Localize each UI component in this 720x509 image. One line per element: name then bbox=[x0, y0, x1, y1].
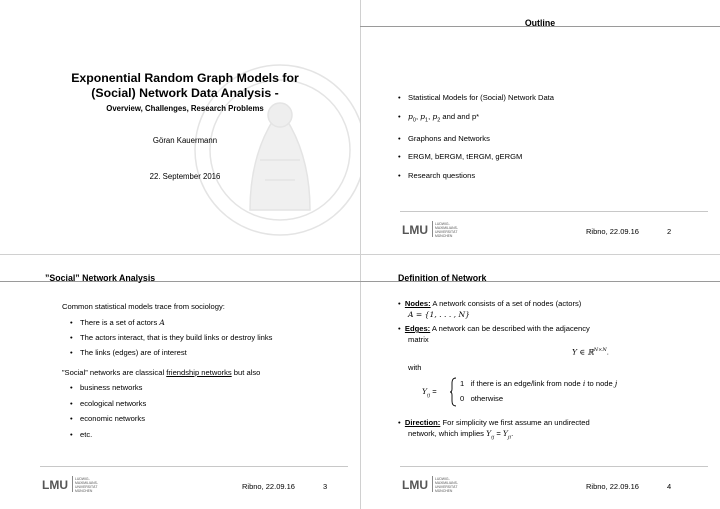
list-item: • etc. bbox=[70, 427, 146, 443]
list-item: • Graphons and Networks bbox=[398, 130, 554, 149]
with-text: with bbox=[408, 363, 422, 372]
direction-definition: • Direction: For simplicity we first assume an undirected network, which implies $Y_{ij} = Y_{ji}$. bbox=[398, 418, 590, 441]
slide-header bbox=[0, 255, 360, 282]
svg-text:LMU: LMU bbox=[42, 478, 68, 492]
page-number: 3 bbox=[323, 482, 328, 491]
page-number: 4 bbox=[667, 482, 672, 491]
svg-text:MÜNCHEN: MÜNCHEN bbox=[75, 489, 93, 493]
svg-text:MÜNCHEN: MÜNCHEN bbox=[435, 489, 453, 493]
intro-text: Common statistical models trace from sociology: bbox=[62, 302, 225, 311]
svg-text:LUDWIG-: LUDWIG- bbox=[435, 477, 450, 481]
slide-title: Outline bbox=[524, 18, 556, 28]
title-slide bbox=[0, 0, 360, 254]
nodes-definition: • Nodes: A network consists of a set of nodes (actors) A = {1, . . . , N} bbox=[398, 299, 582, 319]
footer-rule bbox=[400, 211, 708, 212]
slide-definition-of-network bbox=[360, 255, 720, 509]
network-type-list bbox=[70, 380, 146, 442]
adjacency-matrix-formula: Y ∈ ℝ$^{N\times N}$. bbox=[572, 347, 609, 357]
svg-text:UNIVERSITÄT: UNIVERSITÄT bbox=[75, 485, 98, 489]
presentation-title: Exponential Random Graph Models for (Social) Network Data Analysis - bbox=[71, 71, 299, 100]
presentation-subtitle: Overview, Challenges, Research Problems bbox=[106, 104, 264, 113]
adjacency-cases-formula: $Y_{ij}$ = 1 if there is an edge/link from node i to node j 0 otherwise bbox=[422, 377, 702, 407]
svg-text:UNIVERSITÄT: UNIVERSITÄT bbox=[435, 230, 458, 234]
actor-list bbox=[70, 315, 272, 360]
list-item: • Statistical Models for (Social) Network Data bbox=[398, 89, 554, 108]
svg-text:MAXIMILIANS-: MAXIMILIANS- bbox=[435, 481, 458, 485]
footer-rule bbox=[400, 466, 708, 467]
list-item: • $p_0$, $p_1$, $p_2$ and and p* bbox=[398, 108, 554, 130]
slide-outline bbox=[360, 0, 720, 254]
svg-text:MÜNCHEN: MÜNCHEN bbox=[435, 234, 453, 238]
slide-header bbox=[360, 0, 720, 27]
list-item: • Research questions bbox=[398, 167, 554, 186]
friendship-networks-link: friendship networks bbox=[166, 368, 232, 377]
list-item: • ecological networks bbox=[70, 396, 146, 412]
lmu-logo bbox=[400, 473, 474, 495]
svg-text:LUDWIG-: LUDWIG- bbox=[75, 477, 90, 481]
presentation-date: 22. September 2016 bbox=[149, 172, 221, 181]
list-item: • The actors interact, that is they build links or destroy links bbox=[70, 330, 272, 345]
slide-social-network-analysis bbox=[0, 255, 360, 509]
footer-place-date: Ribno, 22.09.16 bbox=[586, 482, 639, 491]
lmu-logo bbox=[40, 473, 114, 495]
lmu-logo bbox=[400, 218, 474, 240]
outline-list bbox=[398, 89, 554, 185]
slide-title: ”Social” Network Analysis bbox=[45, 273, 156, 283]
list-item: • ERGM, bERGM, tERGM, gERGM bbox=[398, 148, 554, 167]
footer-place-date: Ribno, 22.09.16 bbox=[242, 482, 295, 491]
footer-place-date: Ribno, 22.09.16 bbox=[586, 227, 639, 236]
list-item: • The links (edges) are of interest bbox=[70, 345, 272, 360]
brace-icon bbox=[449, 377, 457, 407]
slide-header bbox=[360, 255, 720, 282]
svg-text:LMU: LMU bbox=[402, 478, 428, 492]
list-item: • business networks bbox=[70, 380, 146, 396]
svg-text:LMU: LMU bbox=[402, 223, 428, 237]
author-name: Göran Kauermann bbox=[152, 136, 218, 145]
footer-rule bbox=[40, 466, 348, 467]
svg-text:MAXIMILIANS-: MAXIMILIANS- bbox=[75, 481, 98, 485]
svg-text:LUDWIG-: LUDWIG- bbox=[435, 222, 450, 226]
edges-definition: • Edges: A network can be described with the adjacency matrix bbox=[398, 324, 590, 344]
svg-text:UNIVERSITÄT: UNIVERSITÄT bbox=[435, 485, 458, 489]
slide-title: Definition of Network bbox=[398, 273, 487, 283]
network-types-text: ”Social” networks are classical friendship networks but also bbox=[62, 368, 261, 377]
list-item: • economic networks bbox=[70, 411, 146, 427]
svg-text:MAXIMILIANS-: MAXIMILIANS- bbox=[435, 226, 458, 230]
list-item: • There is a set of actors A bbox=[70, 315, 272, 330]
page-number: 2 bbox=[667, 227, 672, 236]
